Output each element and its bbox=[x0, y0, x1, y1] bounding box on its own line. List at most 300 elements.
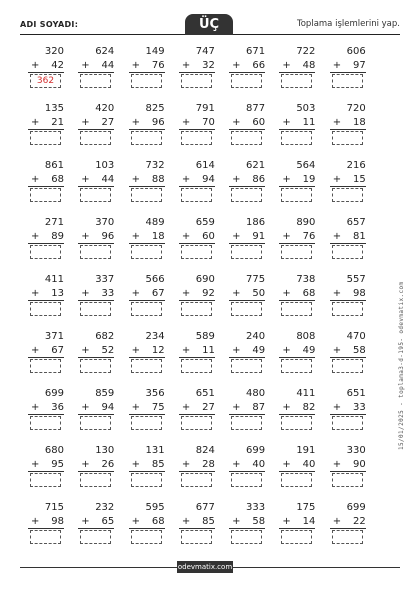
addend-top: 824 bbox=[195, 445, 215, 456]
addend-bottom: 60 bbox=[202, 231, 215, 242]
addend-bottom: 67 bbox=[51, 345, 64, 356]
addition-problem bbox=[74, 100, 124, 157]
sum-line bbox=[179, 186, 215, 187]
answer-box[interactable] bbox=[131, 473, 162, 487]
plus-sign: + bbox=[282, 345, 291, 356]
addend-bottom: 18 bbox=[352, 117, 366, 128]
addend-bottom-row bbox=[24, 60, 68, 71]
addend-bottom: 65 bbox=[101, 516, 115, 527]
addend-bottom: 58 bbox=[252, 516, 266, 527]
addend-bottom-row bbox=[275, 345, 319, 356]
addend-bottom-row bbox=[275, 516, 319, 527]
sum-line bbox=[229, 72, 265, 73]
addend-bottom: 67 bbox=[151, 288, 165, 299]
addition-problem bbox=[24, 43, 74, 100]
answer-box[interactable] bbox=[231, 74, 262, 88]
addition-problem bbox=[326, 442, 376, 499]
answer-box[interactable] bbox=[332, 473, 363, 487]
addition-problem bbox=[74, 271, 124, 328]
addend-top: 651 bbox=[195, 388, 215, 399]
addend-bottom-row bbox=[74, 516, 118, 527]
answer-box[interactable] bbox=[30, 530, 61, 544]
sum-line bbox=[129, 414, 165, 415]
addend-top: 566 bbox=[145, 274, 165, 285]
sum-line bbox=[229, 414, 265, 415]
problem-row bbox=[24, 43, 376, 100]
sum-line bbox=[229, 528, 265, 529]
answer-box[interactable] bbox=[281, 473, 312, 487]
sum-line bbox=[78, 528, 114, 529]
addend-bottom: 90 bbox=[352, 459, 366, 470]
answer-box[interactable] bbox=[80, 131, 111, 145]
addend-bottom: 94 bbox=[101, 402, 115, 413]
addend-bottom-row bbox=[175, 516, 219, 527]
addend-bottom: 19 bbox=[302, 174, 316, 185]
sum-line bbox=[129, 471, 165, 472]
answer-box[interactable] bbox=[181, 359, 212, 373]
addend-top: 589 bbox=[195, 331, 215, 342]
addend-top: 564 bbox=[296, 160, 316, 171]
addition-problem bbox=[125, 271, 175, 328]
addend-bottom-row bbox=[125, 174, 169, 185]
answer-box[interactable] bbox=[332, 359, 363, 373]
sum-line bbox=[78, 243, 114, 244]
plus-sign: + bbox=[81, 117, 90, 128]
answer-box[interactable] bbox=[281, 74, 312, 88]
answer-box[interactable] bbox=[30, 245, 61, 259]
addend-bottom: 21 bbox=[51, 117, 64, 128]
addition-problem bbox=[24, 442, 74, 499]
plus-sign: + bbox=[332, 288, 342, 299]
addend-top: 480 bbox=[246, 388, 266, 399]
sum-line bbox=[279, 357, 315, 358]
answer-box[interactable] bbox=[30, 302, 61, 316]
sum-line bbox=[78, 300, 114, 301]
answer-box[interactable] bbox=[281, 416, 312, 430]
answer-box[interactable] bbox=[281, 245, 312, 259]
answer-box[interactable] bbox=[231, 302, 262, 316]
plus-sign: + bbox=[131, 60, 140, 71]
sum-line bbox=[279, 300, 315, 301]
addition-problem bbox=[74, 43, 124, 100]
addend-bottom-row bbox=[175, 402, 219, 413]
addend-bottom-row bbox=[326, 459, 370, 470]
answer-box[interactable] bbox=[231, 473, 262, 487]
plus-sign: + bbox=[332, 174, 342, 185]
answer-box[interactable] bbox=[181, 188, 212, 202]
addend-bottom: 22 bbox=[352, 516, 366, 527]
sum-line bbox=[129, 528, 165, 529]
sum-line bbox=[330, 72, 366, 73]
addend-top: 191 bbox=[296, 445, 316, 456]
addend-top: 690 bbox=[195, 274, 215, 285]
addend-top: 699 bbox=[44, 388, 64, 399]
addend-bottom-row bbox=[125, 345, 169, 356]
sum-line bbox=[28, 414, 64, 415]
answer-box[interactable] bbox=[30, 473, 61, 487]
addend-top: 682 bbox=[95, 331, 115, 342]
plus-sign: + bbox=[332, 117, 342, 128]
answer-box[interactable] bbox=[80, 359, 111, 373]
addend-bottom: 86 bbox=[252, 174, 266, 185]
addend-bottom: 33 bbox=[101, 288, 115, 299]
sum-line bbox=[78, 471, 114, 472]
answer-box[interactable] bbox=[80, 188, 111, 202]
addend-bottom: 66 bbox=[252, 60, 266, 71]
sum-line bbox=[179, 528, 215, 529]
answer-box[interactable] bbox=[332, 74, 363, 88]
problem-row bbox=[24, 442, 376, 499]
answer-box[interactable] bbox=[231, 245, 262, 259]
plus-sign: + bbox=[181, 459, 191, 470]
sum-line bbox=[28, 300, 64, 301]
addend-top: 657 bbox=[346, 217, 366, 228]
answer-box[interactable] bbox=[131, 131, 162, 145]
addend-bottom: 92 bbox=[202, 288, 215, 299]
plus-sign: + bbox=[282, 459, 291, 470]
addition-problem bbox=[225, 442, 275, 499]
addition-problem bbox=[326, 157, 376, 214]
addend-bottom-row bbox=[74, 117, 118, 128]
addition-problem bbox=[326, 385, 376, 442]
plus-sign: + bbox=[81, 231, 90, 242]
addition-problem bbox=[175, 43, 225, 100]
answer-box[interactable] bbox=[80, 416, 111, 430]
answer-box[interactable] bbox=[332, 416, 363, 430]
plus-sign: + bbox=[181, 345, 191, 356]
addition-problem bbox=[326, 271, 376, 328]
addition-problem bbox=[175, 328, 225, 385]
instruction-text: Toplama işlemlerini yap. bbox=[296, 19, 400, 29]
answer-box[interactable] bbox=[80, 530, 111, 544]
answer-box[interactable] bbox=[131, 74, 162, 88]
addend-top: 370 bbox=[95, 217, 115, 228]
sum-line bbox=[28, 357, 64, 358]
answer-box[interactable] bbox=[181, 131, 212, 145]
sum-line bbox=[279, 243, 315, 244]
addend-bottom-row bbox=[175, 459, 219, 470]
answer-box[interactable] bbox=[131, 530, 162, 544]
addition-problem bbox=[125, 214, 175, 271]
answer-box[interactable] bbox=[281, 131, 312, 145]
addition-problem bbox=[24, 100, 74, 157]
addend-top: 320 bbox=[44, 46, 64, 57]
addend-top: 337 bbox=[95, 274, 115, 285]
plus-sign: + bbox=[282, 231, 291, 242]
addend-bottom: 44 bbox=[101, 174, 115, 185]
answer-box[interactable] bbox=[181, 473, 212, 487]
addend-bottom-row bbox=[225, 288, 269, 299]
addend-bottom: 94 bbox=[202, 174, 215, 185]
sum-line bbox=[330, 186, 366, 187]
addend-bottom: 81 bbox=[352, 231, 366, 242]
addend-top: 356 bbox=[145, 388, 165, 399]
answer-box[interactable] bbox=[231, 530, 262, 544]
addend-top: 651 bbox=[346, 388, 366, 399]
addend-top: 330 bbox=[346, 445, 366, 456]
worksheet-tab: ÜÇ bbox=[185, 14, 233, 35]
answer-box[interactable] bbox=[181, 302, 212, 316]
addend-bottom-row bbox=[74, 174, 118, 185]
addend-top: 877 bbox=[246, 103, 266, 114]
addend-bottom: 18 bbox=[151, 231, 165, 242]
addend-bottom: 89 bbox=[51, 231, 64, 242]
addition-problem bbox=[24, 271, 74, 328]
addend-bottom-row bbox=[24, 174, 68, 185]
addend-bottom-row bbox=[326, 288, 370, 299]
addend-bottom-row bbox=[74, 459, 118, 470]
answer-box[interactable] bbox=[80, 302, 111, 316]
plus-sign: + bbox=[332, 345, 342, 356]
plus-sign: + bbox=[131, 459, 140, 470]
addition-problem bbox=[74, 385, 124, 442]
plus-sign: + bbox=[332, 459, 342, 470]
sum-line bbox=[179, 300, 215, 301]
answer-box[interactable] bbox=[281, 302, 312, 316]
addition-problem bbox=[175, 214, 225, 271]
addend-bottom: 88 bbox=[151, 174, 165, 185]
addition-problem bbox=[175, 385, 225, 442]
addend-bottom-row bbox=[175, 288, 219, 299]
plus-sign: + bbox=[232, 117, 241, 128]
sum-line bbox=[330, 300, 366, 301]
plus-sign: + bbox=[81, 60, 90, 71]
sum-line bbox=[179, 72, 215, 73]
addition-problem bbox=[326, 214, 376, 271]
addition-problem bbox=[225, 157, 275, 214]
plus-sign: + bbox=[232, 459, 241, 470]
sum-line bbox=[229, 357, 265, 358]
answer-box[interactable] bbox=[231, 188, 262, 202]
answer-box[interactable] bbox=[332, 530, 363, 544]
addend-bottom-row bbox=[225, 459, 269, 470]
sum-line bbox=[78, 357, 114, 358]
addend-top: 859 bbox=[95, 388, 115, 399]
plus-sign: + bbox=[31, 231, 40, 242]
answer-box[interactable] bbox=[131, 188, 162, 202]
plus-sign: + bbox=[232, 402, 241, 413]
addition-problem bbox=[225, 214, 275, 271]
answer-box[interactable] bbox=[30, 359, 61, 373]
addend-top: 240 bbox=[246, 331, 266, 342]
addition-problem bbox=[275, 100, 325, 157]
answer-box[interactable] bbox=[181, 245, 212, 259]
addend-top: 680 bbox=[44, 445, 64, 456]
addend-bottom: 32 bbox=[202, 60, 215, 71]
addend-top: 557 bbox=[346, 274, 366, 285]
addend-bottom: 58 bbox=[352, 345, 366, 356]
addend-bottom: 91 bbox=[252, 231, 266, 242]
addend-bottom-row bbox=[326, 516, 370, 527]
addend-bottom: 36 bbox=[51, 402, 64, 413]
addend-bottom-row bbox=[225, 117, 269, 128]
plus-sign: + bbox=[31, 288, 40, 299]
addend-bottom: 49 bbox=[302, 345, 316, 356]
plus-sign: + bbox=[232, 60, 241, 71]
addend-bottom: 14 bbox=[302, 516, 316, 527]
answer-box[interactable] bbox=[332, 302, 363, 316]
addend-bottom: 70 bbox=[202, 117, 215, 128]
addition-problem bbox=[275, 214, 325, 271]
addend-bottom-row bbox=[24, 117, 68, 128]
answer-box[interactable]: 362 bbox=[30, 74, 61, 88]
addend-bottom-row bbox=[326, 231, 370, 242]
sum-line bbox=[279, 414, 315, 415]
addend-top: 420 bbox=[95, 103, 115, 114]
addend-bottom-row bbox=[125, 60, 169, 71]
answer-box[interactable] bbox=[80, 473, 111, 487]
addend-top: 614 bbox=[195, 160, 215, 171]
addend-top: 411 bbox=[44, 274, 64, 285]
addend-top: 489 bbox=[145, 217, 165, 228]
addition-problem bbox=[326, 499, 376, 556]
addend-bottom: 60 bbox=[252, 117, 266, 128]
addend-bottom: 52 bbox=[101, 345, 115, 356]
addend-bottom-row bbox=[175, 174, 219, 185]
addend-bottom: 95 bbox=[51, 459, 64, 470]
addend-bottom-row bbox=[225, 174, 269, 185]
addend-bottom-row bbox=[74, 60, 118, 71]
answer-box[interactable] bbox=[30, 188, 61, 202]
plus-sign: + bbox=[81, 288, 90, 299]
sum-line bbox=[179, 357, 215, 358]
plus-sign: + bbox=[282, 402, 291, 413]
plus-sign: + bbox=[232, 288, 241, 299]
addend-bottom-row bbox=[275, 174, 319, 185]
answer-box[interactable] bbox=[332, 245, 363, 259]
addend-bottom: 42 bbox=[51, 60, 64, 71]
addition-problem bbox=[225, 385, 275, 442]
sum-line bbox=[229, 300, 265, 301]
addition-problem bbox=[225, 271, 275, 328]
sum-line bbox=[28, 471, 64, 472]
plus-sign: + bbox=[332, 402, 342, 413]
addend-bottom: 85 bbox=[202, 516, 215, 527]
addition-problem bbox=[24, 385, 74, 442]
addend-bottom-row bbox=[125, 288, 169, 299]
plus-sign: + bbox=[332, 60, 342, 71]
answer-box[interactable] bbox=[281, 530, 312, 544]
addition-problem bbox=[326, 43, 376, 100]
sum-line bbox=[129, 72, 165, 73]
addend-bottom-row bbox=[175, 231, 219, 242]
worksheet-header bbox=[20, 14, 400, 38]
addend-bottom-row bbox=[125, 516, 169, 527]
plus-sign: + bbox=[131, 231, 140, 242]
plus-sign: + bbox=[131, 174, 140, 185]
addend-top: 699 bbox=[346, 502, 366, 513]
plus-sign: + bbox=[81, 459, 90, 470]
answer-box[interactable] bbox=[131, 359, 162, 373]
answer-box[interactable] bbox=[332, 131, 363, 145]
answer-box[interactable] bbox=[80, 74, 111, 88]
plus-sign: + bbox=[81, 174, 90, 185]
sum-line bbox=[129, 243, 165, 244]
addend-bottom-row bbox=[24, 345, 68, 356]
addition-problem bbox=[275, 442, 325, 499]
addend-bottom-row bbox=[225, 402, 269, 413]
addend-bottom: 44 bbox=[101, 60, 115, 71]
answer-box[interactable] bbox=[281, 188, 312, 202]
addend-top: 271 bbox=[44, 217, 64, 228]
plus-sign: + bbox=[131, 402, 140, 413]
answer-box[interactable] bbox=[131, 302, 162, 316]
addend-bottom-row bbox=[326, 174, 370, 185]
addition-problem bbox=[74, 214, 124, 271]
addend-bottom: 87 bbox=[252, 402, 266, 413]
addend-bottom: 68 bbox=[151, 516, 165, 527]
addition-problem bbox=[74, 328, 124, 385]
answer-box[interactable] bbox=[80, 245, 111, 259]
addition-problem bbox=[275, 385, 325, 442]
problem-row bbox=[24, 100, 376, 157]
side-caption-text: 15/01/2025 - toplama3-d-195- odevmatix.com bbox=[398, 281, 405, 450]
answer-box[interactable] bbox=[181, 416, 212, 430]
addend-top: 606 bbox=[346, 46, 366, 57]
addend-top: 825 bbox=[145, 103, 165, 114]
plus-sign: + bbox=[282, 288, 291, 299]
answer-box[interactable] bbox=[181, 74, 212, 88]
plus-sign: + bbox=[131, 288, 140, 299]
sum-line bbox=[28, 186, 64, 187]
addend-bottom: 26 bbox=[101, 459, 115, 470]
addend-bottom-row bbox=[74, 402, 118, 413]
addition-problem bbox=[24, 214, 74, 271]
answer-box[interactable] bbox=[30, 131, 61, 145]
sum-line bbox=[78, 186, 114, 187]
addend-top: 411 bbox=[296, 388, 316, 399]
addend-top: 671 bbox=[246, 46, 266, 57]
answer-box[interactable] bbox=[332, 188, 363, 202]
addend-bottom-row bbox=[175, 345, 219, 356]
addend-bottom: 96 bbox=[101, 231, 115, 242]
addend-top: 738 bbox=[296, 274, 316, 285]
addend-top: 216 bbox=[346, 160, 366, 171]
answer-box[interactable] bbox=[231, 131, 262, 145]
plus-sign: + bbox=[31, 60, 40, 71]
addend-top: 234 bbox=[145, 331, 165, 342]
addition-problem bbox=[225, 43, 275, 100]
sum-line bbox=[78, 72, 114, 73]
addend-bottom: 28 bbox=[202, 459, 215, 470]
plus-sign: + bbox=[332, 231, 342, 242]
plus-sign: + bbox=[131, 117, 140, 128]
addend-bottom-row bbox=[225, 60, 269, 71]
addition-problem bbox=[225, 499, 275, 556]
sum-line bbox=[179, 129, 215, 130]
answer-box[interactable] bbox=[131, 245, 162, 259]
sum-line bbox=[28, 72, 64, 73]
addend-top: 503 bbox=[296, 103, 316, 114]
answer-box[interactable] bbox=[281, 359, 312, 373]
answer-box[interactable] bbox=[231, 416, 262, 430]
problem-grid bbox=[24, 43, 376, 556]
addition-problem bbox=[225, 328, 275, 385]
addition-problem bbox=[275, 157, 325, 214]
problem-row bbox=[24, 214, 376, 271]
addend-top: 624 bbox=[95, 46, 115, 57]
answer-box[interactable] bbox=[231, 359, 262, 373]
addend-bottom-row bbox=[125, 231, 169, 242]
addend-bottom-row bbox=[225, 516, 269, 527]
addend-top: 715 bbox=[44, 502, 64, 513]
sum-line bbox=[229, 471, 265, 472]
plus-sign: + bbox=[181, 117, 191, 128]
answer-box[interactable] bbox=[131, 416, 162, 430]
plus-sign: + bbox=[31, 117, 40, 128]
answer-box[interactable] bbox=[181, 530, 212, 544]
answer-box[interactable] bbox=[30, 416, 61, 430]
